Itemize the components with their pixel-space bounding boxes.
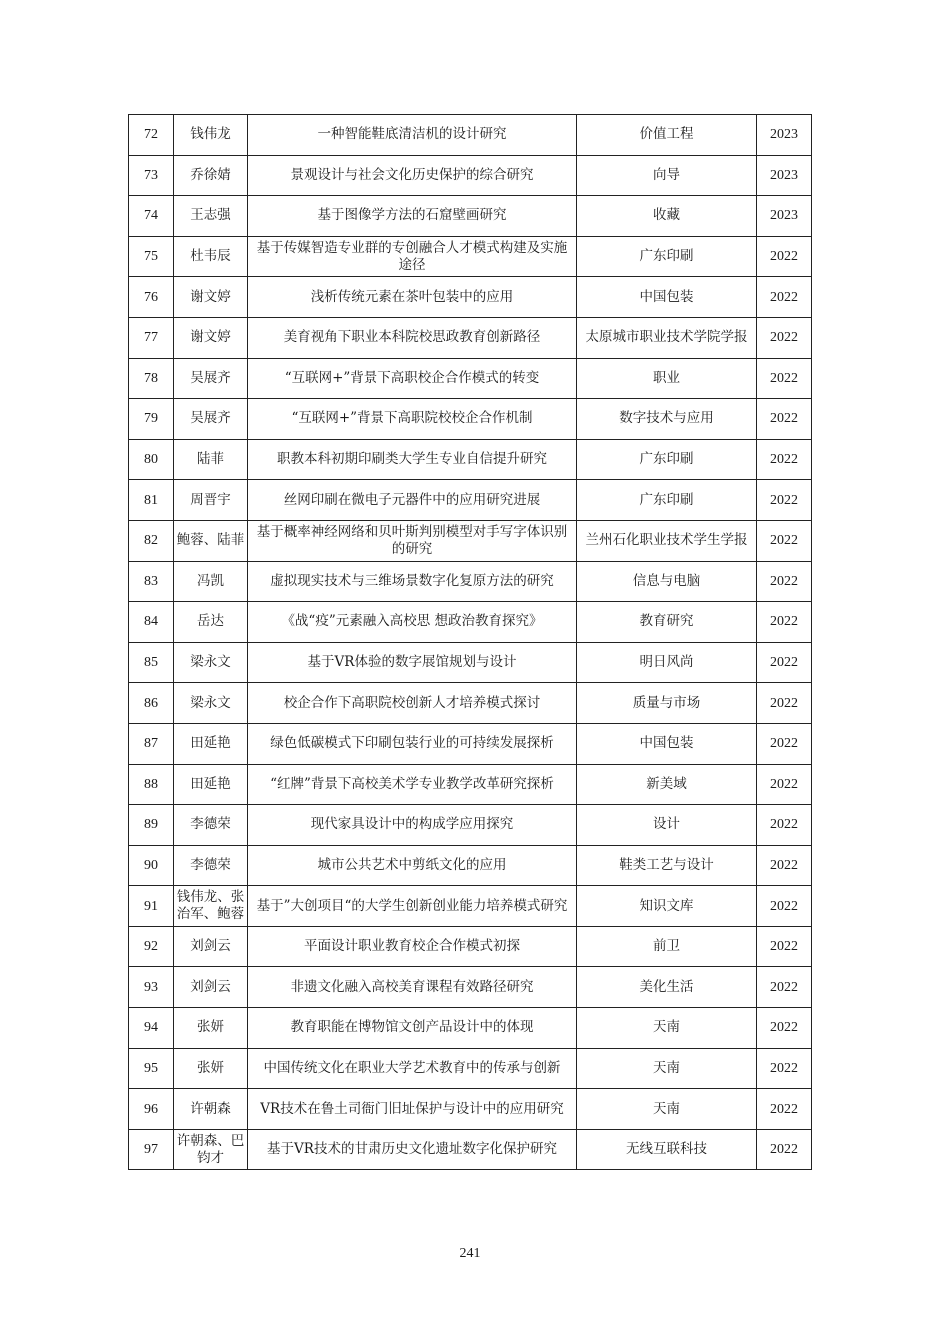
cell-number: 94 bbox=[129, 1008, 174, 1049]
cell-title: VR技术在鲁土司衙门旧址保护与设计中的应用研究 bbox=[248, 1089, 577, 1130]
cell-journal: 新美域 bbox=[577, 764, 757, 805]
cell-number: 83 bbox=[129, 561, 174, 602]
cell-journal: 向导 bbox=[577, 155, 757, 196]
cell-journal: 天南 bbox=[577, 1048, 757, 1089]
cell-number: 85 bbox=[129, 642, 174, 683]
cell-author: 田延艳 bbox=[174, 723, 248, 764]
cell-year: 2022 bbox=[757, 845, 812, 886]
cell-title: 基于概率神经网络和贝叶斯判别模型对手写字体识别的研究 bbox=[248, 520, 577, 561]
cell-journal: 职业 bbox=[577, 358, 757, 399]
cell-title: 景观设计与社会文化历史保护的综合研究 bbox=[248, 155, 577, 196]
cell-journal: 明日风尚 bbox=[577, 642, 757, 683]
cell-year: 2022 bbox=[757, 1008, 812, 1049]
table-row bbox=[129, 764, 812, 805]
table-row bbox=[129, 642, 812, 683]
cell-title: 职教本科初期印刷类大学生专业自信提升研究 bbox=[248, 439, 577, 480]
cell-year: 2022 bbox=[757, 317, 812, 358]
cell-journal: 质量与市场 bbox=[577, 683, 757, 724]
cell-author: 岳达 bbox=[174, 602, 248, 643]
table-row bbox=[129, 358, 812, 399]
cell-number: 92 bbox=[129, 926, 174, 967]
cell-year: 2022 bbox=[757, 358, 812, 399]
table-row bbox=[129, 1129, 812, 1170]
cell-title: 非遗文化融入高校美育课程有效路径研究 bbox=[248, 967, 577, 1008]
cell-journal: 中国包装 bbox=[577, 277, 757, 318]
cell-year: 2022 bbox=[757, 1089, 812, 1130]
cell-number: 87 bbox=[129, 723, 174, 764]
cell-author: 刘剑云 bbox=[174, 967, 248, 1008]
cell-year: 2023 bbox=[757, 155, 812, 196]
cell-journal: 收藏 bbox=[577, 196, 757, 237]
cell-journal: 鞋类工艺与设计 bbox=[577, 845, 757, 886]
table-row bbox=[129, 1089, 812, 1130]
cell-author: 张妍 bbox=[174, 1048, 248, 1089]
table-row bbox=[129, 115, 812, 156]
cell-author: 谢文婷 bbox=[174, 317, 248, 358]
cell-year: 2022 bbox=[757, 561, 812, 602]
cell-number: 81 bbox=[129, 480, 174, 521]
cell-year: 2022 bbox=[757, 723, 812, 764]
table-row bbox=[129, 1008, 812, 1049]
cell-journal: 广东印刷 bbox=[577, 439, 757, 480]
cell-year: 2022 bbox=[757, 967, 812, 1008]
cell-number: 86 bbox=[129, 683, 174, 724]
cell-title: 绿色低碳模式下印刷包装行业的可持续发展探析 bbox=[248, 723, 577, 764]
cell-journal: 天南 bbox=[577, 1008, 757, 1049]
cell-title: 平面设计职业教育校企合作模式初探 bbox=[248, 926, 577, 967]
cell-title: 虚拟现实技术与三维场景数字化复原方法的研究 bbox=[248, 561, 577, 602]
table-row bbox=[129, 967, 812, 1008]
cell-journal: 价值工程 bbox=[577, 115, 757, 156]
cell-year: 2022 bbox=[757, 1048, 812, 1089]
cell-number: 76 bbox=[129, 277, 174, 318]
cell-journal: 中国包装 bbox=[577, 723, 757, 764]
cell-year: 2022 bbox=[757, 642, 812, 683]
cell-title: 现代家具设计中的构成学应用探究 bbox=[248, 805, 577, 846]
cell-author: 张妍 bbox=[174, 1008, 248, 1049]
cell-author: 陆菲 bbox=[174, 439, 248, 480]
table-row bbox=[129, 561, 812, 602]
cell-number: 97 bbox=[129, 1129, 174, 1170]
cell-number: 77 bbox=[129, 317, 174, 358]
cell-title: 基于传媒智造专业群的专创融合人才模式构建及实施途径 bbox=[248, 236, 577, 277]
cell-title: 浅析传统元素在茶叶包装中的应用 bbox=[248, 277, 577, 318]
cell-number: 84 bbox=[129, 602, 174, 643]
cell-year: 2022 bbox=[757, 805, 812, 846]
cell-author: 吴展齐 bbox=[174, 399, 248, 440]
cell-author: 乔徐婧 bbox=[174, 155, 248, 196]
cell-author: 田延艳 bbox=[174, 764, 248, 805]
cell-author: 谢文婷 bbox=[174, 277, 248, 318]
cell-year: 2022 bbox=[757, 520, 812, 561]
cell-title: 《战“疫”元素融入高校思 想政治教育探究》 bbox=[248, 602, 577, 643]
cell-number: 78 bbox=[129, 358, 174, 399]
table-row bbox=[129, 155, 812, 196]
cell-number: 73 bbox=[129, 155, 174, 196]
cell-title: “红牌”背景下高校美术学专业教学改革研究探析 bbox=[248, 764, 577, 805]
cell-journal: 数字技术与应用 bbox=[577, 399, 757, 440]
cell-author: 钱伟龙 bbox=[174, 115, 248, 156]
cell-author: 许朝森 bbox=[174, 1089, 248, 1130]
table-row bbox=[129, 683, 812, 724]
cell-year: 2022 bbox=[757, 399, 812, 440]
cell-year: 2022 bbox=[757, 439, 812, 480]
cell-title: 基于”大创项目“的大学生创新创业能力培养模式研究 bbox=[248, 886, 577, 927]
table-row bbox=[129, 317, 812, 358]
cell-title: “互联网+”背景下高职校企合作模式的转变 bbox=[248, 358, 577, 399]
cell-number: 79 bbox=[129, 399, 174, 440]
cell-number: 75 bbox=[129, 236, 174, 277]
cell-number: 72 bbox=[129, 115, 174, 156]
cell-author: 许朝森、巴钧才 bbox=[174, 1129, 248, 1170]
cell-author: 冯凯 bbox=[174, 561, 248, 602]
cell-journal: 无线互联科技 bbox=[577, 1129, 757, 1170]
cell-year: 2022 bbox=[757, 764, 812, 805]
cell-journal: 广东印刷 bbox=[577, 480, 757, 521]
table-row bbox=[129, 196, 812, 237]
cell-author: 杜韦辰 bbox=[174, 236, 248, 277]
cell-title: 校企合作下高职院校创新人才培养模式探讨 bbox=[248, 683, 577, 724]
cell-journal: 前卫 bbox=[577, 926, 757, 967]
cell-author: 李德荣 bbox=[174, 845, 248, 886]
table-row bbox=[129, 480, 812, 521]
cell-title: 一种智能鞋底清洁机的设计研究 bbox=[248, 115, 577, 156]
cell-number: 95 bbox=[129, 1048, 174, 1089]
cell-title: 基于VR体验的数字展馆规划与设计 bbox=[248, 642, 577, 683]
cell-author: 鲍蓉、陆菲 bbox=[174, 520, 248, 561]
cell-number: 90 bbox=[129, 845, 174, 886]
table-row bbox=[129, 723, 812, 764]
cell-number: 91 bbox=[129, 886, 174, 927]
cell-year: 2022 bbox=[757, 236, 812, 277]
cell-journal: 知识文库 bbox=[577, 886, 757, 927]
table-row bbox=[129, 1048, 812, 1089]
table-row bbox=[129, 277, 812, 318]
cell-year: 2022 bbox=[757, 1129, 812, 1170]
table-body bbox=[129, 115, 812, 1170]
cell-title: 中国传统文化在职业大学艺术教育中的传承与创新 bbox=[248, 1048, 577, 1089]
cell-year: 2022 bbox=[757, 602, 812, 643]
cell-author: 梁永文 bbox=[174, 642, 248, 683]
cell-author: 吴展齐 bbox=[174, 358, 248, 399]
cell-year: 2022 bbox=[757, 277, 812, 318]
cell-journal: 兰州石化职业技术学生学报 bbox=[577, 520, 757, 561]
cell-author: 李德荣 bbox=[174, 805, 248, 846]
cell-year: 2023 bbox=[757, 115, 812, 156]
cell-journal: 太原城市职业技术学院学报 bbox=[577, 317, 757, 358]
cell-year: 2022 bbox=[757, 480, 812, 521]
cell-title: 基于图像学方法的石窟壁画研究 bbox=[248, 196, 577, 237]
cell-number: 80 bbox=[129, 439, 174, 480]
cell-number: 89 bbox=[129, 805, 174, 846]
cell-title: 教育职能在博物馆文创产品设计中的体现 bbox=[248, 1008, 577, 1049]
cell-number: 93 bbox=[129, 967, 174, 1008]
cell-author: 王志强 bbox=[174, 196, 248, 237]
cell-number: 88 bbox=[129, 764, 174, 805]
cell-title: “互联网+”背景下高职院校校企合作机制 bbox=[248, 399, 577, 440]
table-row bbox=[129, 845, 812, 886]
table-row bbox=[129, 236, 812, 277]
cell-year: 2022 bbox=[757, 683, 812, 724]
cell-year: 2023 bbox=[757, 196, 812, 237]
cell-title: 美育视角下职业本科院校思政教育创新路径 bbox=[248, 317, 577, 358]
cell-journal: 天南 bbox=[577, 1089, 757, 1130]
cell-number: 74 bbox=[129, 196, 174, 237]
cell-journal: 美化生活 bbox=[577, 967, 757, 1008]
table-row bbox=[129, 886, 812, 927]
cell-title: 丝网印刷在微电子元器件中的应用研究进展 bbox=[248, 480, 577, 521]
publication-table-container bbox=[128, 114, 811, 1170]
cell-author: 钱伟龙、张治军、鲍蓉 bbox=[174, 886, 248, 927]
cell-journal: 教育研究 bbox=[577, 602, 757, 643]
table-row bbox=[129, 926, 812, 967]
cell-journal: 设计 bbox=[577, 805, 757, 846]
table-row bbox=[129, 805, 812, 846]
table-row bbox=[129, 439, 812, 480]
table-row bbox=[129, 602, 812, 643]
cell-title: 城市公共艺术中剪纸文化的应用 bbox=[248, 845, 577, 886]
cell-number: 82 bbox=[129, 520, 174, 561]
page-number: 241 bbox=[459, 1246, 481, 1261]
cell-number: 96 bbox=[129, 1089, 174, 1130]
cell-journal: 信息与电脑 bbox=[577, 561, 757, 602]
cell-author: 周晋宇 bbox=[174, 480, 248, 521]
cell-title: 基于VR技术的甘肃历史文化遗址数字化保护研究 bbox=[248, 1129, 577, 1170]
cell-author: 刘剑云 bbox=[174, 926, 248, 967]
cell-author: 梁永文 bbox=[174, 683, 248, 724]
table-row bbox=[129, 399, 812, 440]
cell-year: 2022 bbox=[757, 926, 812, 967]
cell-year: 2022 bbox=[757, 886, 812, 927]
table-row bbox=[129, 520, 812, 561]
cell-journal: 广东印刷 bbox=[577, 236, 757, 277]
publication-table bbox=[128, 114, 812, 1170]
